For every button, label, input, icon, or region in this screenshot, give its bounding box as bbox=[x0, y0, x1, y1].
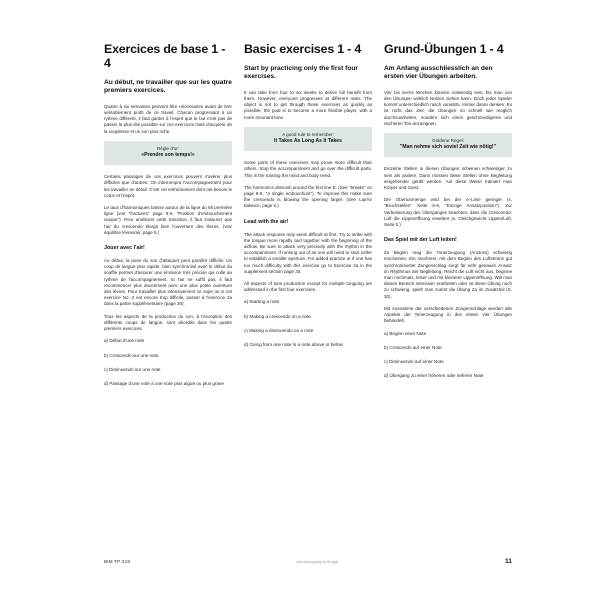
list-item: b) Crescendo auf einer Note bbox=[384, 344, 442, 350]
list-item: d) Übergang zu einer höheren oder tieferen Note bbox=[384, 373, 484, 379]
column-title-english: Basic exercises 1 - 4 bbox=[244, 42, 362, 56]
golden-rule-box-german bbox=[384, 133, 512, 157]
footer-page-number: 11 bbox=[505, 558, 512, 565]
list-item: a) Starting a note bbox=[244, 299, 280, 305]
footer-catalog-number: BIM TP 218 bbox=[104, 559, 131, 564]
page-content bbox=[104, 42, 512, 542]
paragraph-3-german: Die Obertonmenge wird bei der e'-Linie geringer (s. "Bruchstellen" Seite 8-9, "Einzige Ansatzposition"). Zur Verbesserung des Überganges beachten, dass die Crescendo-Luft die Lippenöffnung erweitert (s. Gleichgewicht Lippen/Luft, Seite 5.) bbox=[384, 197, 512, 228]
intro-paragraph-german: Vier bis sechs Wochen können notwendig sein, bis man von den Übungen wirklich Nutzen ziehen kann. Doch jeder Spieler kommt unterschiedlich rasch vorwärts. Immer daran denken: Es ist nicht das Ziel, die Übungen so schnell wie möglich durchzuarbeiten, sondern sich einen geschmeidigeren und reicheren Ton anzueignen. bbox=[384, 89, 512, 126]
exercise-list-french bbox=[104, 338, 232, 387]
paragraph-2-german: Einzelne Stellen in diesen Übungen scheinen schwieriger zu sein als andere. Dann müssen diese Stellen ohne Begleitung eingehender geübt werden. Auf diese Weise trainiert man Körper und Geist. bbox=[384, 166, 512, 191]
golden-rule-box-french bbox=[104, 141, 232, 165]
paragraph-4-french: Au début, la pose du son (l'attaque) peut paraître difficile. Un coup de langue plus rapide, bien synchronisé avec le début du souffle permet d'assurer une émission très précise qui colle au rythme de l'accompagnement. Si l'air ne suffit pas, il faut recommencer plus doucement avec une plus petite ouverture des lèvres. Pour travailler plus intensivement ce sujet ou si cet exercice No. 2 est encore trop difficile, passer à l'exercice 2a dans la partie supplémentaire (page 30). bbox=[104, 258, 232, 307]
paragraph-2-english: Some parts of these exercises may prove more difficult than others. Stop the accompaniment and go over the difficult parts. This is the training the mind and body need. bbox=[244, 160, 372, 178]
list-item: b) Crescendo sur une note bbox=[104, 352, 159, 358]
subheading-french: Jouer avec l'air! bbox=[104, 245, 145, 252]
column-subtitle-french: Au début, ne travailler que sur les quatre premiers exercices. bbox=[104, 79, 232, 95]
list-item: d) Going from one note to a note above or below bbox=[244, 342, 343, 348]
golden-rule-text-german: "Man nehme sich soviel Zeit wie nötig!" bbox=[400, 144, 496, 151]
paragraph-3-french: Le taux d'harmoniques baisse autour de la ligne du Mi première ligne (voir "fractures" page 8-9, "Position d'embouchement unique"). Pour améliorer cette transition, il faut s'assurer que l'air du crescendo élargit bien l'ouverture des lèvres. (Voir équilibre lèvres/air, page 5.) bbox=[104, 205, 232, 235]
intro-paragraph-english: It can take from four to six weeks to derive full benefit from them. However, everyone progresses at different rates. The object is not to get through these exercises as quickly as possible; the goal is to become a more flexible player, with a more resonant tone. bbox=[244, 89, 372, 120]
column-title-german: Grund-Übungen 1 - 4 bbox=[384, 42, 504, 56]
intro-paragraph-french: Quatre à six semaines peuvent être nécessaires avant de tirer véritablement profit de ce travail. Chacun progressant à un rythme différent, il faut garder à l'esprit que le but n'est pas de passer le plus vite possible sur ces exercices mais d'acquérir de la souplesse et un son plus riche. bbox=[104, 103, 232, 134]
column-subtitle-german: Am Anfang ausschliesslich an den ersten vier Übungen arbeiten. bbox=[384, 65, 493, 81]
golden-rule-label-german: Goldene Regel: bbox=[432, 138, 464, 144]
list-item: a) Beginn einer Note bbox=[384, 330, 427, 336]
subheading-german: Das Spiel mit der Luft leiten! bbox=[384, 237, 457, 244]
golden-rule-text-english: It Takes As Long As It Takes bbox=[274, 138, 342, 145]
page-footer bbox=[104, 558, 512, 565]
paragraph-4-english: The attack response may seem difficult at first. Try to strike with the tongue more rapidly and together with the beginning of the airflow. Be sure to attack very precisely with the rhythm in the accompaniment. If running out of air one will need to start softer to establish a smaller aperture. For added practice or if one has too much difficulty with this exercise go to Exercise 2a in the supplement section page 30. bbox=[244, 231, 372, 274]
paragraph-5-french: Tous les aspects de la production du son, à l'exception des différents coups de langue, sont abordés dans les quatre premiers exercices. bbox=[104, 313, 232, 332]
exercise-list-german bbox=[384, 331, 512, 380]
paragraph-2-french: Certains passages de ces exercices peuvent s'avérer plus difficiles que d'autres. On interrompra l'accompagnement pour les travailler en détail. C'est cet entraînement dont ont besoin le corps et l'esprit. bbox=[104, 174, 232, 198]
column-german bbox=[384, 42, 512, 395]
three-column-layout bbox=[104, 42, 512, 395]
paragraph-3-english: The harmonics diminish around the first line E. (See "breaks" on page 8-9, "A single embouchure"). To improve this make sure the crescendo is blowing the opening larger. (See Lip/Air balance, page 5.) bbox=[244, 184, 372, 209]
footer-copyright-notice: photocopying is illegal bbox=[296, 560, 339, 564]
golden-rule-label-english: A good rule to remember: bbox=[282, 131, 334, 137]
column-english bbox=[244, 42, 372, 395]
list-item: c) Diminuendo sur une note bbox=[104, 366, 161, 372]
golden-rule-text-french: «Prendre son temps!» bbox=[141, 152, 195, 159]
list-item: c) Making a diminuendo on a note bbox=[244, 327, 314, 333]
list-item: c) Diminuendo auf einer Note bbox=[384, 358, 444, 364]
subheading-english: Lead with the air! bbox=[244, 218, 289, 225]
golden-rule-box-english bbox=[244, 127, 372, 151]
exercise-list-english bbox=[244, 299, 372, 348]
list-item: b) Making a crescendo on a note bbox=[244, 313, 311, 319]
paragraph-5-german: Mit Ausnahme der verschiedenen Zungenschläge werden alle Aspekte der Tonerzeugung in den ersten vier Übungen behandelt. bbox=[384, 305, 512, 324]
golden-rule-label-french: Règle d'or: bbox=[156, 145, 180, 151]
column-french bbox=[104, 42, 232, 395]
paragraph-4-german: Zu Beginn mag die Tonerzeugung (Anstoss) schwierig erscheinen. Ein rascherer, mit dem Beginn des Luftstroms gut synchronisierter Zungenschlag sorgt für sehr genauen Ansatz im Rhythmus der Begleitung. Reicht die Luft nicht aus, beginne man nochmals, leiser und mit kleinerer Lippenöffnung. Will man diesen Bereich intensiver erarbeiten oder ist diese Übung noch zu schwierig, spielt man zuerst die Übung 2a im Zusatzteil (S. 30). bbox=[384, 250, 512, 299]
column-title-french: Exercices de base 1 - 4 bbox=[104, 42, 226, 70]
list-item: a) Début d'une note bbox=[104, 338, 145, 344]
paragraph-5-english: All aspects of tone production except for multiple tonguing are addressed in the first four exercises. bbox=[244, 281, 372, 293]
list-item: d) Passage d'une note à une note plus aiguë ou plus grave bbox=[104, 380, 224, 386]
column-subtitle-english: Start by practicing only the first four exercises. bbox=[244, 65, 358, 81]
